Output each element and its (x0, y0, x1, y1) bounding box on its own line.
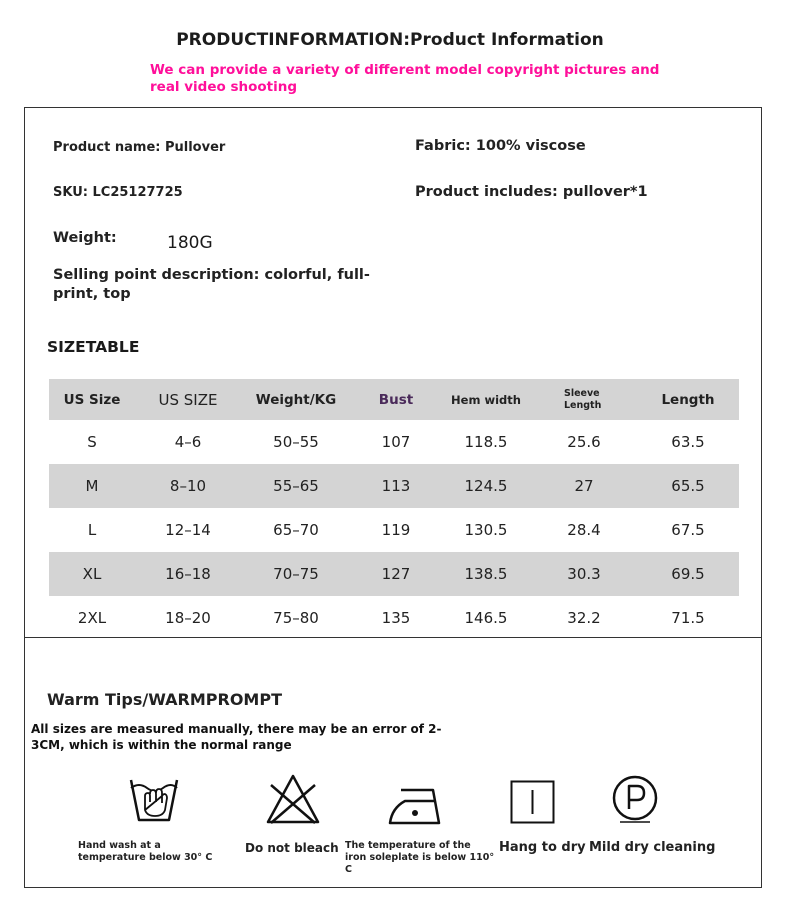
header-sleeve-length (531, 379, 637, 420)
cell-bust: 127 (351, 552, 441, 596)
header-length: Length (637, 379, 739, 420)
iron-low-temperature-icon (387, 784, 445, 826)
header-bust: Bust (351, 379, 441, 420)
cell-us-size: 2XL (77, 609, 107, 627)
cell-length: 71.5 (671, 609, 705, 627)
cell-weight: 75–80 (273, 609, 319, 627)
table-row (49, 596, 739, 640)
warm-tips-title: Warm Tips/WARMPROMPT (47, 690, 282, 709)
cell-sleeve-length: 30.3 (531, 552, 637, 596)
fabric-info: Fabric: 100% viscose (415, 138, 586, 154)
cell-weight: 65–70 (273, 521, 319, 539)
care-label-hang-to-dry: Hang to dry (499, 840, 586, 855)
hang-to-dry-icon (510, 780, 556, 824)
cell-weight: 50–55 (273, 433, 319, 451)
weight-value: 180G (167, 233, 213, 253)
cell-us-size-range: 4–6 (174, 433, 202, 451)
cell-hem-width: 146.5 (464, 609, 508, 627)
table-row (49, 464, 739, 508)
mild-dry-cleaning-icon (610, 773, 660, 823)
page-title: PRODUCTINFORMATION:Product Information (176, 30, 604, 50)
size-table (49, 379, 739, 640)
cell-us-size-range: 12–14 (165, 521, 211, 539)
care-label-hand-wash: Hand wash at a temperature below 30° C (78, 840, 213, 863)
subtitle-note: We can provide a variety of different model copyright pictures and real video shooting (150, 62, 660, 95)
cell-us-size-range: 16–18 (135, 552, 241, 596)
product-name: Product name: Pullover (53, 140, 226, 155)
care-label-mild-dry-cleaning: Mild dry cleaning (589, 840, 716, 855)
care-label-do-not-bleach: Do not bleach (245, 841, 339, 855)
cell-sleeve-length: 28.4 (567, 521, 601, 539)
cell-us-size: M (49, 464, 135, 508)
header-weight: Weight/KG (241, 379, 351, 420)
cell-bust: 113 (351, 464, 441, 508)
measurement-note: All sizes are measured manually, there may be an error of 2-3CM, which is within the normal range (31, 722, 442, 752)
cell-us-size: XL (49, 552, 135, 596)
cell-length: 67.5 (671, 521, 705, 539)
size-table-header-row (49, 379, 739, 420)
cell-us-size-range: 8–10 (135, 464, 241, 508)
cell-us-size: L (87, 521, 97, 539)
cell-length: 63.5 (671, 433, 705, 451)
cell-hem-width: 130.5 (464, 521, 508, 539)
cell-hem-width: 118.5 (464, 433, 508, 451)
cell-length: 65.5 (637, 464, 739, 508)
cell-sleeve-length: 32.2 (567, 609, 601, 627)
size-table-title: SIZETABLE (47, 338, 140, 356)
care-label-iron: The temperature of the iron soleplate is below 110° C (345, 840, 495, 875)
weight-label: Weight: (53, 230, 117, 246)
cell-hem-width: 124.5 (441, 464, 531, 508)
cell-sleeve-length: 27 (531, 464, 637, 508)
cell-bust: 107 (381, 433, 411, 451)
cell-us-size-range: 18–20 (165, 609, 211, 627)
header-us-size: US Size (49, 379, 135, 420)
table-row (49, 552, 739, 596)
hand-wash-icon (128, 776, 180, 824)
header-hem-width: Hem width (441, 379, 531, 420)
cell-hem-width: 138.5 (441, 552, 531, 596)
product-includes: Product includes: pullover*1 (415, 184, 648, 200)
header-us-size-range: US SIZE (135, 379, 241, 420)
header-sleeve-length-label: Sleeve Length (564, 387, 602, 411)
product-sku: SKU: LC25127725 (53, 185, 183, 200)
cell-bust: 119 (381, 521, 411, 539)
cell-length: 69.5 (637, 552, 739, 596)
cell-us-size: S (87, 433, 97, 451)
cell-sleeve-length: 25.6 (567, 433, 601, 451)
table-row (49, 508, 739, 552)
do-not-bleach-icon (265, 773, 321, 825)
cell-bust: 135 (381, 609, 411, 627)
table-row (49, 420, 739, 464)
selling-point-description: Selling point description: colorful, full-print, top (53, 267, 370, 302)
cell-weight: 70–75 (241, 552, 351, 596)
cell-weight: 55–65 (241, 464, 351, 508)
